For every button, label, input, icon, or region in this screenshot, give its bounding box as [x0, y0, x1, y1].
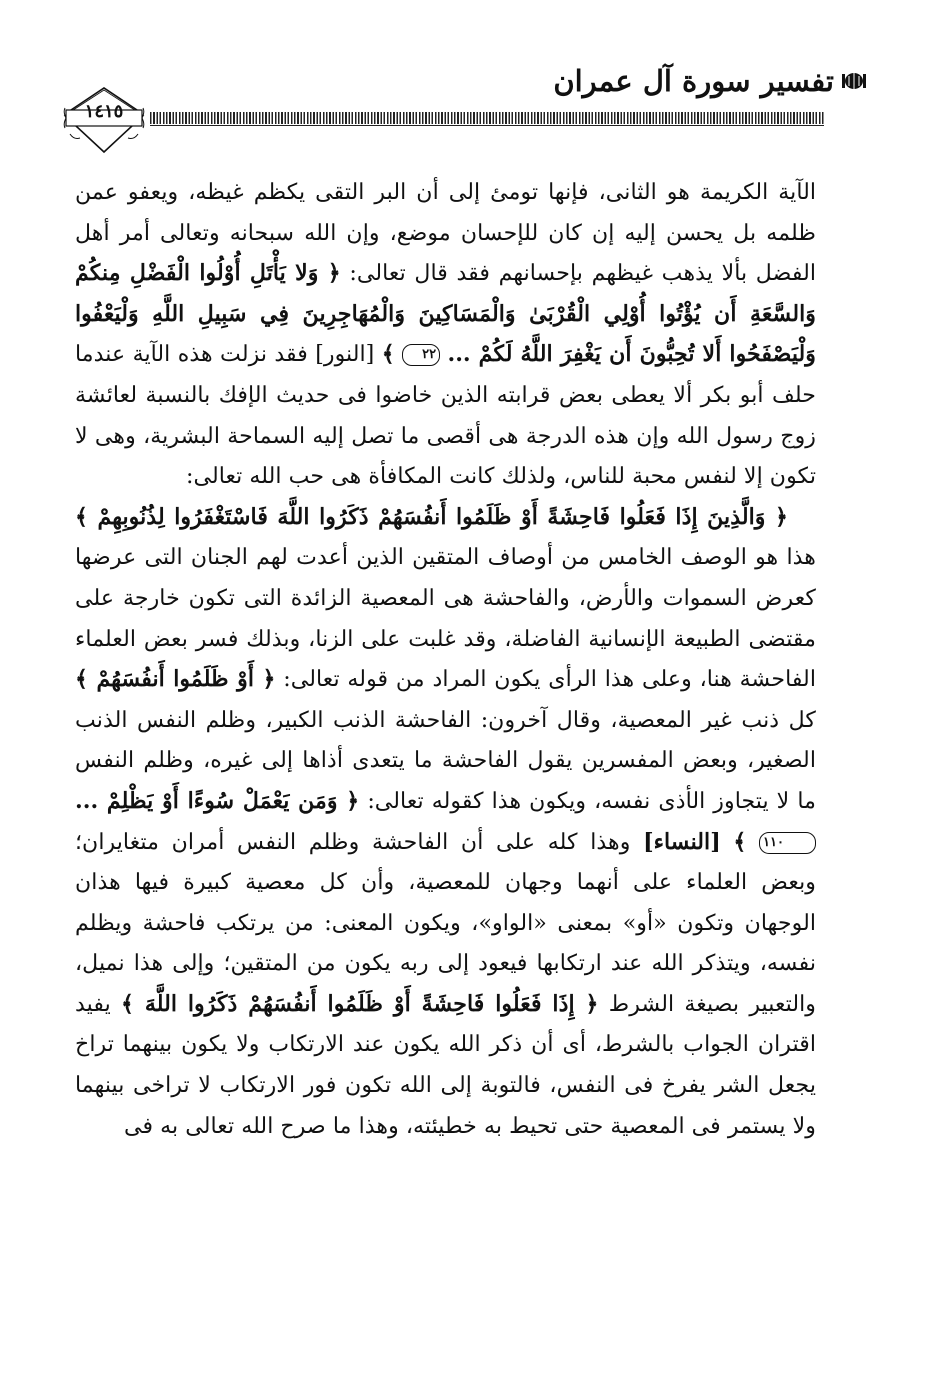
text-run: وهذا كله على أن الفاحشة وظلم النفس أمران متغايران؛ وبعض العلماء على أنهما وجهان للمعصية، وأن كل معصية كبيرة فيها هذان الوجهان وتكون «أو» بمعنى «الواو»، ويكون المعنى: من يرتكب فاحشة ويظلم نفسه، ويتذكر الله عند ارتكابها فيعود إلى ربه يكون من المتقين؛ وإلى هذا نميل، والتعبير بصيغة الشرط — [75, 828, 816, 1017]
page-number: ١٤١٥ — [84, 101, 124, 122]
surah-reference: [النساء] — [643, 828, 721, 855]
quran-verse: ﴿ وَالَّذِينَ إِذَا فَعَلُوا فَاحِشَةً أَوْ ظَلَمُوا أَنفُسَهُمْ ذَكَرُوا اللَّهَ فَاسْتَغْفَرُوا لِذُنُوبِهِمْ ﴾ — [75, 503, 788, 530]
text-run: هذا هو الوصف الخامس من أوصاف المتقين الذين أعدت لهم الجنان التى عرضها كعرض السموات والأرض، والفاحشة هى المعصية الزائدة التى تكون خارجة على مقتضى الطبيعة الإنسانية الفاضلة، وقد غلبت على الزنا، وبذلك فسر بعض العلماء الفاحشة هنا، وعلى هذا الرأى يكون المراد من قوله تعالى: — [75, 544, 816, 693]
quran-verse: ﴿ إِذَا فَعَلُوا فَاحِشَةً أَوْ ظَلَمُوا أَنفُسَهُمْ ذَكَرُوا اللَّهَ ﴾ — [120, 990, 599, 1017]
quran-verse: ﴿ وَلا يَأْتَلِ أُوْلُوا الْفَضْلِ مِنكُمْ وَالسَّعَةِ أَن يُؤْتُوا أُوْلِي الْقُرْبَىٰ وَالْمَسَاكِينَ وَالْمُهَاجِرِينَ فِي سَبِيلِ اللَّهِ وَلْيَعْفُوا وَلْيَصْفَحُوا أَلا تُحِبُّونَ أَن يَغْفِرَ اللَّهُ لَكُمْ ... — [75, 260, 816, 368]
verse-close-bracket: ﴾ — [733, 828, 747, 855]
page-number-badge — [62, 82, 146, 162]
text-run: [النور] فقد نزلت هذه الآية عندما حلف أبو بكر ألا يعطى بعض قرابته الذين خاضوا فى حديث الإفك بالنسبة لعائشة زوج رسول الله وإن هذه الدرجة هى أقصى ما تصل إليه السماحة البشرية، وهى لا تكون إلا لنفس محبة للناس، ولذلك كانت المكافأة هى حب الله تعالى: — [75, 341, 816, 490]
verse-close-bracket: ﴾ — [381, 341, 395, 368]
body-text — [75, 172, 816, 1146]
header-hatched-rule — [150, 112, 824, 124]
text-run: الآية الكريمة هو الثانى، فإنها تومئ إلى أن البر التقى يكظم غيظه، ويعفو عمن ظلمه بل يحسن إليه إن كان للإحسان موضع، وإن الله سبحانه وتعالى أمر أهل الفضل بألا يذهب غيظهم بإحسانهم فقد قال تعالى: — [75, 179, 816, 287]
paragraph-2 — [75, 497, 816, 1147]
ayah-number-marker: ١١٠ — [759, 832, 816, 854]
text-run: كل ذنب غير المعصية، وقال آخرون: الفاحشة الذنب الكبير، وظلم النفس الذنب الصغير، وبعض المفسرين يقول الفاحشة ما يتعدى أذاها إلى غيره، وظلم النفس ما لا يتجاوز الأذى نفسه، ويكون هذا كقوله تعالى: — [75, 706, 816, 814]
ayah-number-marker: ٢٢ — [402, 344, 440, 366]
quran-verse: ﴿ أَوْ ظَلَمُوا أَنفُسَهُمْ ﴾ — [75, 666, 276, 693]
paragraph-1 — [75, 172, 816, 497]
text-run: يفيد اقتران الجواب بالشرط، أى أن ذكر الله يكون عند الارتكاب ولا يكون بينهما تراخ يجعل الشر يفرخ فى النفس، فالتوبة إلى الله تكون فور الارتكاب لا تراخى بينهما ولا يستمر فى المعصية حتى تحيط به خطيئته، وهذا ما صرح الله تعالى به فى — [75, 990, 816, 1139]
header-ornament-icon — [840, 70, 868, 92]
quran-verse: ﴿ وَمَن يَعْمَلْ سُوءًا أَوْ يَظْلِمْ ... — [75, 787, 360, 814]
page-header-title: تفسير سورة آل عمران — [553, 64, 834, 98]
header-rule-line — [150, 125, 824, 126]
